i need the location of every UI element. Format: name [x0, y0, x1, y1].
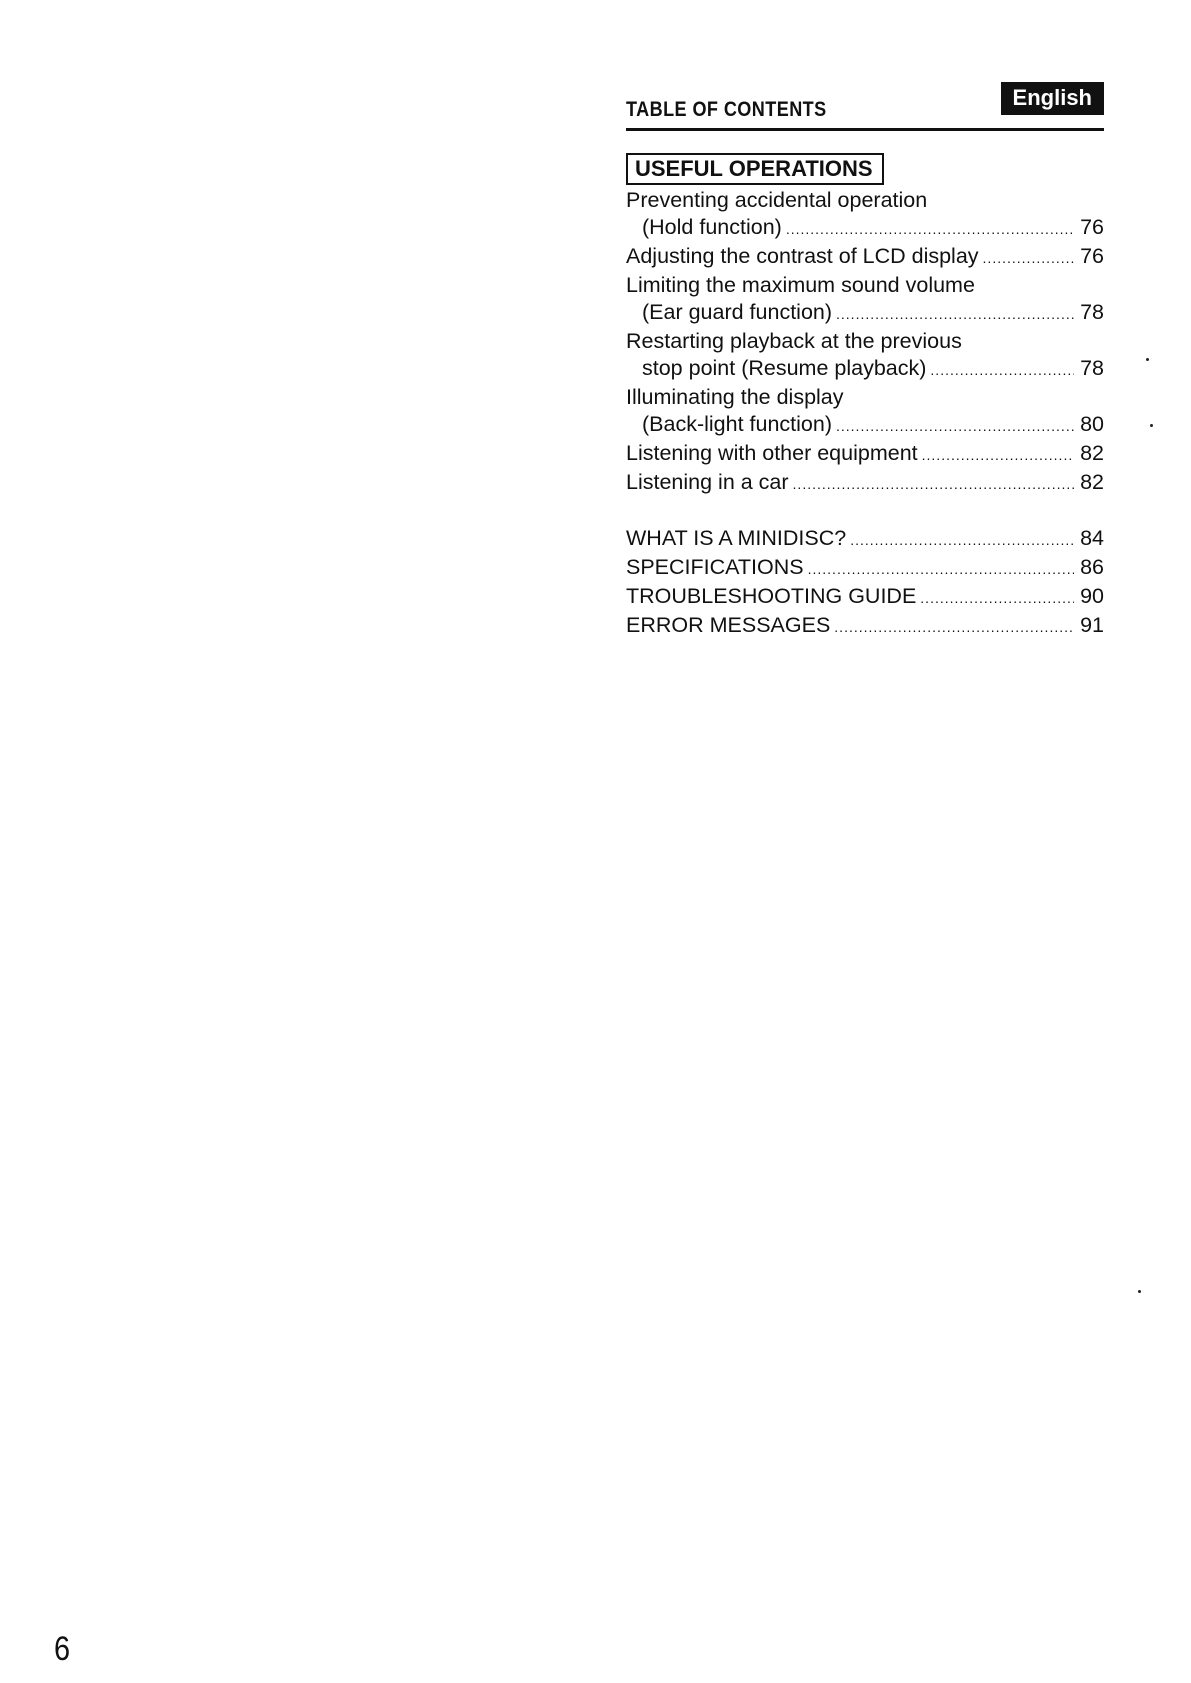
leader-dots: [922, 442, 1074, 469]
toc-entry: [626, 469, 1104, 498]
toc-entry-text: Preventing accidental operation: [626, 188, 928, 212]
toc-entry-page: 80: [1080, 412, 1104, 436]
toc-title: TABLE OF CONTENTS: [626, 98, 827, 121]
toc-entry: [626, 583, 1104, 612]
toc-entry-page: 82: [1080, 441, 1104, 465]
scan-speck: [1150, 424, 1153, 427]
leader-dots: [920, 585, 1074, 612]
toc-entry: [626, 187, 1104, 243]
scan-speck: [1138, 1290, 1141, 1293]
toc-entry-line: [626, 554, 1104, 583]
toc-entry-text: Listening in a car: [626, 470, 789, 494]
toc-entry-line: [626, 243, 1104, 272]
table-of-contents: [626, 80, 1104, 641]
toc-entry-line: [626, 355, 1104, 384]
toc-entry-line: [626, 440, 1104, 469]
toc-entry-line: [626, 525, 1104, 554]
toc-entry-line: [626, 214, 1104, 243]
toc-entry-text: Illuminating the display: [626, 385, 844, 409]
toc-entry-text: SPECIFICATIONS: [626, 555, 804, 579]
toc-entry-text: (Hold function): [642, 215, 782, 239]
language-badge: English: [1001, 82, 1104, 115]
useful-operations-list: [626, 187, 1104, 641]
toc-entry-line: [626, 272, 1104, 299]
toc-entry: [626, 328, 1104, 384]
toc-entry-line: [626, 384, 1104, 411]
toc-entry-line: [626, 612, 1104, 641]
leader-dots: [983, 245, 1074, 272]
leader-dots: [793, 471, 1074, 498]
toc-entry-text: stop point (Resume playback): [642, 356, 927, 380]
toc-entry-page: 76: [1080, 215, 1104, 239]
toc-header: [626, 80, 1104, 131]
toc-entry-line: [626, 299, 1104, 328]
toc-entry-line: [626, 328, 1104, 355]
toc-entry-page: 90: [1080, 584, 1104, 608]
toc-entry-page: 84: [1080, 526, 1104, 550]
toc-entry-text: Listening with other equipment: [626, 441, 918, 465]
toc-entry: [626, 243, 1104, 272]
toc-entry-line: [626, 411, 1104, 440]
toc-entry: [626, 440, 1104, 469]
toc-entry-line: [626, 583, 1104, 612]
toc-entry-text: (Back-light function): [642, 412, 832, 436]
toc-entry-text: ERROR MESSAGES: [626, 613, 831, 637]
section-heading: USEFUL OPERATIONS: [626, 153, 884, 185]
toc-entry-line: [626, 187, 1104, 214]
page-number: 6: [54, 1630, 71, 1668]
leader-dots: [836, 301, 1074, 328]
toc-entry: [626, 384, 1104, 440]
toc-entry-page: 82: [1080, 470, 1104, 494]
leader-dots: [808, 556, 1074, 583]
leader-dots: [850, 527, 1074, 554]
toc-entry-text: Limiting the maximum sound volume: [626, 273, 975, 297]
leader-dots: [834, 614, 1074, 641]
toc-entry-text: TROUBLESHOOTING GUIDE: [626, 584, 917, 608]
toc-entry-page: 78: [1080, 300, 1104, 324]
toc-entry-line: [626, 469, 1104, 498]
toc-entry: [626, 525, 1104, 554]
toc-entry-page: 78: [1080, 356, 1104, 380]
toc-entry-page: 86: [1080, 555, 1104, 579]
toc-entry: [626, 272, 1104, 328]
toc-entry-text: Restarting playback at the previous: [626, 329, 962, 353]
leader-dots: [836, 413, 1074, 440]
leader-dots: [930, 357, 1074, 384]
toc-entry-text: (Ear guard function): [642, 300, 833, 324]
toc-entry-text: Adjusting the contrast of LCD display: [626, 244, 979, 268]
toc-entry-text: WHAT IS A MINIDISC?: [626, 526, 847, 550]
toc-entry-page: 91: [1080, 613, 1104, 637]
leader-dots: [786, 216, 1074, 243]
toc-entry: [626, 554, 1104, 583]
scan-speck: [1146, 358, 1149, 361]
toc-entry: [626, 612, 1104, 641]
toc-entry-page: 76: [1080, 244, 1104, 268]
spacer: [626, 498, 1104, 525]
